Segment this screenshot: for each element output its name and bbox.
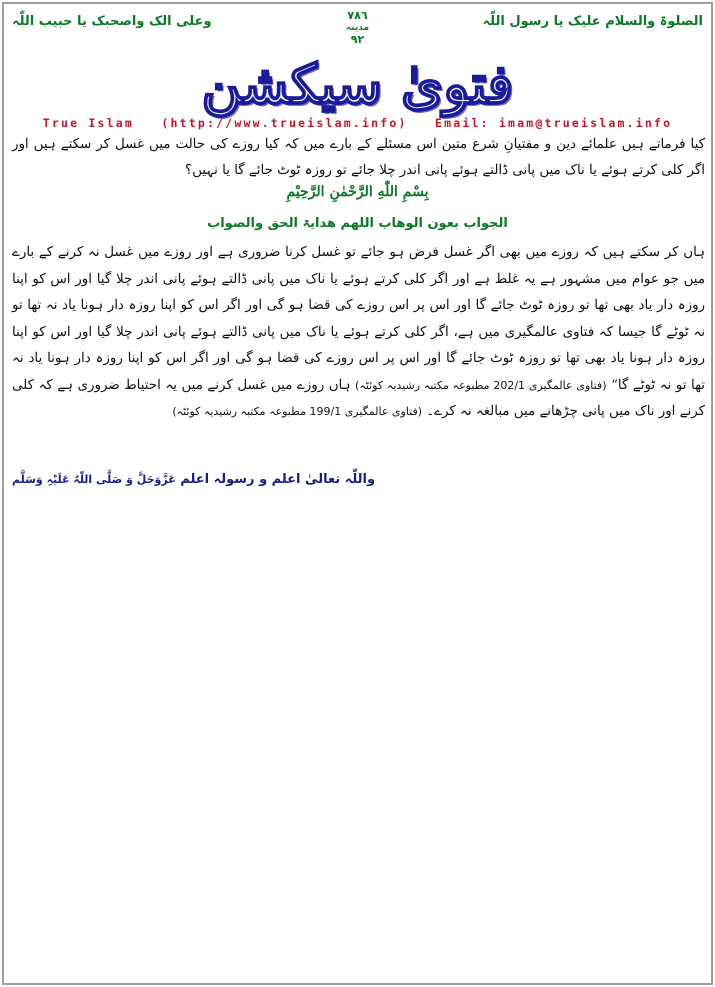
- reference-1: (فتاوی عالمگیری 202/1 مطبوعہ مکتبہ رشیدیہ کوئٹہ): [355, 378, 607, 392]
- email-address[interactable]: imam@trueislam.info: [498, 116, 673, 130]
- bismillah: بِسْمِ اللّٰهِ الرَّحْمٰنِ الرَّحِيْمِ: [286, 184, 429, 200]
- answer-text: [12, 240, 705, 426]
- page-title: فتویٰ سیکشن: [201, 52, 514, 116]
- closing-text: واللّٰہ تعالیٰ اعلم و رسولہ اعلم: [180, 472, 376, 487]
- site-name: True Islam: [42, 116, 134, 130]
- answer-part-1: ہاں کر سکتے ہیں کہ روزے میں بھی اگر غسل فرض ہو جائے تو غسل کرنا ضروری ہے اور روزے میں غسل نہ کرنے کے بارے میں جو عوام میں مشہور ہے یہ غلط ہے اور اگر کلی کرتے ہوئے یا ناک میں پانی ڈالتے ہوئے پانی اندر چلا گیا اور اس کو اپنا روزہ دار یاد بھی تھا تو روزہ ٹوٹ جائے گا اور اس پر اس روزے کی قضا ہو گی اور اگر اس کو اپنا روزہ دار ہونا یاد نہ تھا تو نہ ٹوٹے گا جیسا کہ فتاوی عالمگیری میں ہے، اگر کلی کرتے ہوئے یا ناک میں پانی ڈالتے ہوئے پانی اندر چلا گیا اور اس کو اپنا روزہ دار ہونا یاد بھی تھا تو روزہ ٹوٹ جائے گا اور اس پر اس روزے کی قضا ہو گی اور اگر اس کو اپنا روزہ دار ہونا یاد نہ تھا تو نہ ٹوٹے گا“: [12, 245, 705, 393]
- site-url[interactable]: (http://www.trueislam.info): [161, 116, 408, 130]
- closing-line: [12, 472, 703, 487]
- header: [10, 10, 705, 46]
- question-text: کیا فرماتے ہیں علمائے دین و مفتیانِ شرع متین اس مسئلے کے بارے میں کہ کیا روزے کی حالت میں غسل کر سکتے ہیں اور اگر کلی کرتے ہوئے یا ناک میں پانی ڈالتے ہوئے پانی اندر چلا جائے تو روزہ ٹوٹ جائے گا یا نہیں؟: [12, 137, 705, 178]
- answer-heading: الجواب بعون الوھاب اللھم ھدایۃ الحق والصواب: [207, 216, 508, 231]
- page-frame: [2, 2, 713, 985]
- answer-part-2: ہاں روزے میں غسل کرنے میں یہ احتیاط ضروری ہے کہ کلی کرنے اور ناک میں پانی چڑھانے میں مبالغہ نہ کرے۔: [12, 377, 705, 419]
- page-number-top: ٧٨٦: [347, 9, 368, 22]
- salutation-left: وعلی الک واصحبک یا حبیب اللّٰہ: [12, 14, 212, 29]
- salutation-right: الصلوۃ والسلام علیک یا رسول اللّٰہ: [482, 14, 703, 29]
- page-number-bottom: ٩٢: [350, 33, 365, 46]
- page-number-block: [346, 10, 369, 46]
- site-line: [4, 116, 711, 130]
- page-number-mid: مدینہ: [345, 23, 370, 33]
- reference-2: (فتاوی عالمگیری 199/1 مطبوعہ مکتبہ رشیدیہ کوئٹہ): [172, 405, 423, 418]
- email-label: Email:: [435, 116, 490, 130]
- closing-honorific: عَزَّوَجَلَّ وَ صَلَّی اللّٰہُ عَلَیْہِ وَسَلَّم: [12, 473, 176, 486]
